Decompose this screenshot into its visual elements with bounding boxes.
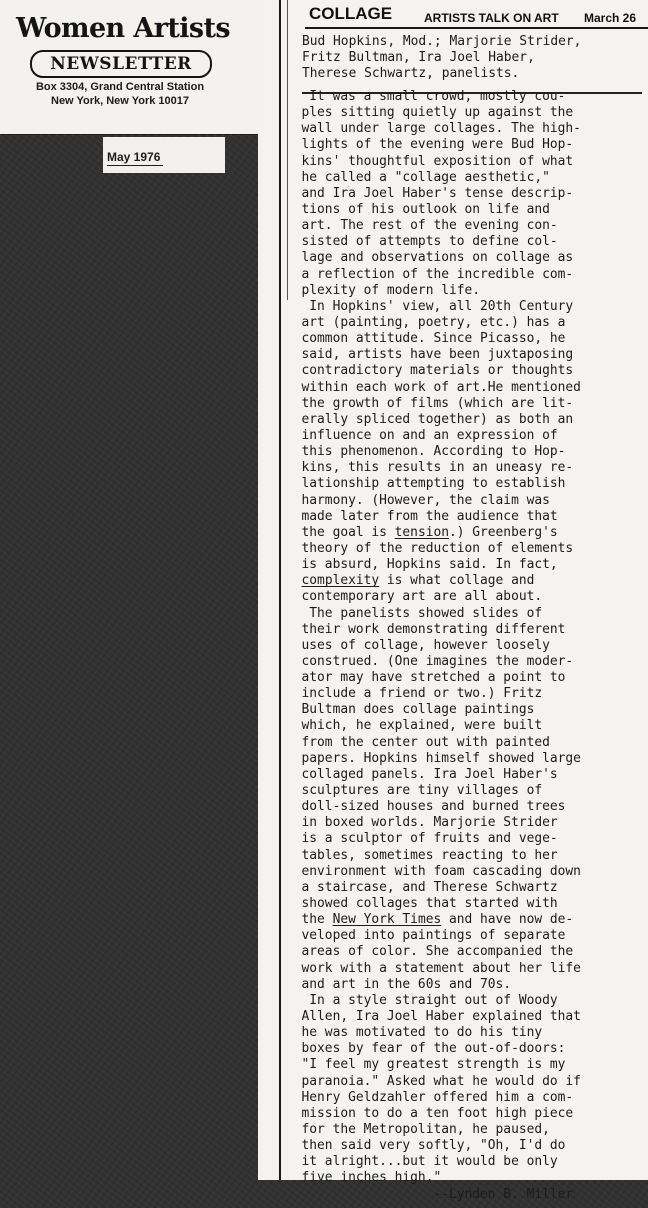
- column-divider: [279, 0, 281, 1180]
- masthead-address: [0, 80, 240, 108]
- article-line: five inches high.": [286, 1170, 442, 1186]
- article-line: lights of the evening were Bud Hop-: [286, 137, 574, 153]
- article-line: environment with foam cascading down: [286, 863, 581, 879]
- article-line: sculptures are tiny villages of: [286, 783, 543, 799]
- article-line: and Ira Joel Haber's tense descrip-: [286, 185, 574, 201]
- header-rule: [305, 27, 648, 29]
- article-line: --Lynden B. Miller: [286, 1186, 574, 1202]
- article-line: showed collages that started with: [286, 896, 558, 912]
- article-line: common attitude. Since Picasso, he: [286, 331, 566, 347]
- masthead-subtitle: NEWSLETTER: [50, 54, 192, 74]
- article-line: "I feel my greatest strength is my: [286, 1057, 566, 1073]
- article-line: in boxed worlds. Marjorie Strider: [286, 815, 558, 831]
- article-line: boxes by fear of the out-of-doors:: [286, 1041, 566, 1057]
- issue-date: May 1976: [107, 149, 163, 166]
- article-line: erally spliced together) as both an: [286, 411, 574, 427]
- article-line: In a style straight out of Woody: [286, 992, 558, 1008]
- article-line: kins' thoughtful exposition of what: [286, 153, 574, 169]
- panelists-block: [302, 34, 648, 82]
- article-line: is absurd, Hopkins said. In fact,: [286, 557, 558, 573]
- article-line: ator may have stretched a point to: [286, 670, 566, 686]
- article-line: art (painting, poetry, etc.) has a: [286, 314, 566, 330]
- article-line: the growth of films (which are lit-: [286, 395, 574, 411]
- article-line: include a friend or two.) Fritz: [286, 686, 543, 702]
- article-line: influence on and an expression of: [286, 427, 558, 443]
- article-line: papers. Hopkins himself showed large: [286, 750, 581, 766]
- article-line: said, artists have been juxtaposing: [286, 347, 574, 363]
- article-line: this phenomenon. According to Hop-: [286, 444, 566, 460]
- article-line: The panelists showed slides of: [286, 605, 543, 621]
- article-line: art. The rest of the evening con-: [286, 218, 558, 234]
- article-line: lationship attempting to establish: [286, 476, 566, 492]
- column-event: ARTISTS TALK ON ART: [424, 11, 559, 25]
- article-line: Allen, Ira Joel Haber explained that: [286, 1009, 581, 1025]
- article-line: construed. (One imagines the moder-: [286, 653, 574, 669]
- newsletter-masthead: [0, 0, 280, 134]
- article-line: mission to do a ten foot high piece: [286, 1105, 574, 1121]
- article-line: he called a "collage aesthetic,": [286, 169, 550, 185]
- article-line: areas of color. She accompanied the: [286, 944, 574, 960]
- column-category: COLLAGE: [309, 4, 393, 23]
- masthead-subtitle-badge: [30, 50, 212, 78]
- address-line: New York, New York 10017: [51, 95, 189, 107]
- article-line: for the Metropolitan, he paused,: [286, 1122, 550, 1137]
- article-line: a reflection of the incredible com-: [286, 266, 574, 282]
- article-line: within each work of art.He mentioned: [286, 379, 581, 395]
- article-line: It was a small crowd, mostly cou-: [286, 89, 566, 104]
- article-line: theory of the reduction of elements: [286, 540, 574, 556]
- article-line: ples sitting quietly up against the: [286, 105, 574, 121]
- address-line: Box 3304, Grand Central Station: [35, 81, 205, 93]
- article-body: [286, 89, 646, 1203]
- article-line: work with a statement about her life: [286, 960, 581, 976]
- issue-date-slip: [103, 137, 225, 173]
- article-line: he was motivated to do his tiny: [286, 1025, 543, 1041]
- article-line: and art in the 60s and 70s.: [286, 976, 512, 992]
- article-line: uses of collage, however loosely: [286, 637, 550, 653]
- article-line: Bultman does collage paintings: [286, 702, 535, 718]
- masthead-title: Women Artists: [16, 13, 230, 44]
- article-line: Bud Hopkins, Mod.; Marjorie Strider,: [302, 34, 582, 49]
- column-date: March 26: [584, 11, 637, 25]
- article-line: veloped into paintings of separate: [286, 928, 566, 944]
- article-line: sisted of attempts to define col-: [286, 234, 558, 250]
- article-line: harmony. (However, the claim was: [286, 492, 550, 508]
- article-line: lage and observations on collage as: [286, 250, 574, 266]
- article-line: made later from the audience that: [286, 508, 558, 524]
- article-line: contradictory materials or thoughts: [286, 363, 574, 379]
- article-line: doll-sized houses and burned trees: [286, 799, 566, 815]
- article-line: Henry Geldzahler offered him a com-: [286, 1089, 574, 1105]
- article-line: the New York Times and have now de-: [286, 912, 574, 928]
- article-line: tables, sometimes reacting to her: [286, 847, 558, 863]
- article-line: paranoia." Asked what he would do if: [286, 1073, 581, 1089]
- article-line: kins, this results in an uneasy re-: [286, 460, 574, 476]
- article-line: wall under large collages. The high-: [286, 121, 581, 137]
- article-line: collaged panels. Ira Joel Haber's: [286, 766, 558, 782]
- article-line: is a sculptor of fruits and vege-: [286, 831, 558, 847]
- article-line: it alright...but it would be only: [286, 1154, 558, 1170]
- article-line: complexity is what collage and: [301, 573, 535, 589]
- article-line: tions of his outlook on life and: [286, 201, 550, 217]
- article-line: which, he explained, were built: [286, 718, 543, 734]
- article-line: contemporary art are all about.: [286, 589, 543, 605]
- article-line: Therese Schwartz, panelists.: [302, 66, 520, 82]
- article-line: then said very softly, "Oh, I'd do: [286, 1138, 566, 1154]
- article-line: the goal is tension.) Greenberg's: [286, 524, 558, 540]
- article-line: a staircase, and Therese Schwartz: [286, 879, 558, 895]
- article-line: their work demonstrating different: [286, 621, 566, 637]
- article-line: Fritz Bultman, Ira Joel Haber,: [302, 50, 535, 66]
- article-line: In Hopkins' view, all 20th Century: [286, 298, 574, 314]
- column-header: [309, 4, 648, 26]
- article-line: from the center out with painted: [286, 734, 550, 750]
- article-line: plexity of modern life.: [286, 282, 481, 298]
